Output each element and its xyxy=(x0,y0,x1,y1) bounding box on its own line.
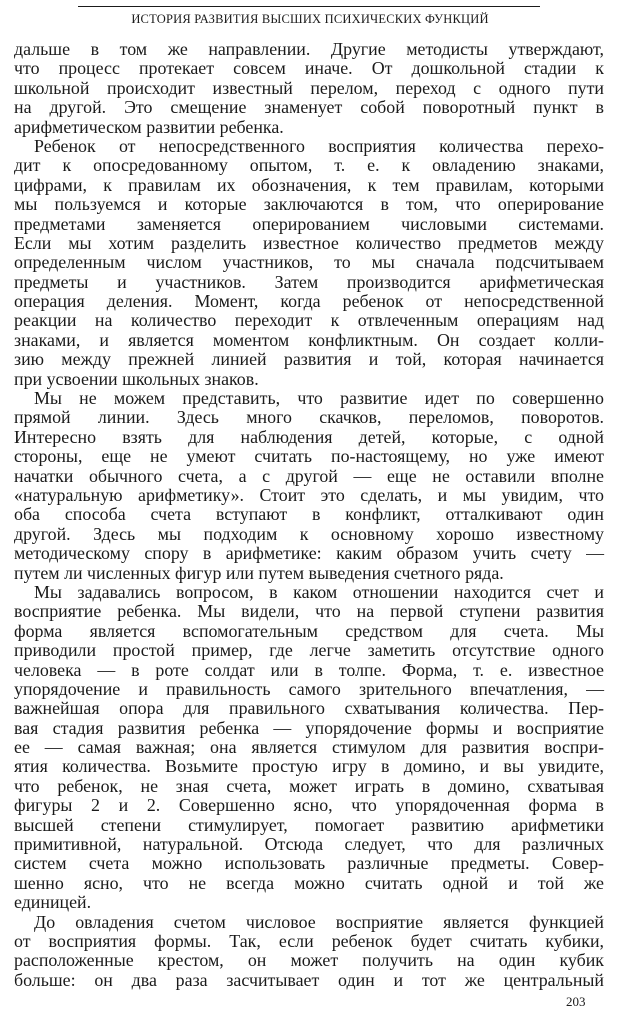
text-line: мы пользуемся и которые заключаются в том, что оперирование xyxy=(14,194,604,215)
text-line: зию между прежней линией развития и той, которая начинается xyxy=(14,349,604,370)
text-line: восприятие ребенка. Мы видели, что на первой ступени развития xyxy=(14,601,604,622)
text-line: шенно ясно, что не всегда можно считать одной и той же xyxy=(14,872,604,893)
text-line: расположенные крестом, он может получить на один кубик xyxy=(14,950,604,971)
text-line: Мы задавались вопросом, в каком отношении находится счет и xyxy=(34,581,604,602)
paragraph xyxy=(14,137,604,389)
text-line: что процесс протекает совсем иначе. От дошкольной стадии к xyxy=(14,58,604,79)
text-line: предметами заменяется оперированием числовыми системами. xyxy=(14,213,604,234)
page-number: 203 xyxy=(566,994,586,1009)
text-line: на другой. Это смещение знаменует собой поворотный пункт в xyxy=(14,97,604,118)
body-text xyxy=(14,40,604,990)
text-line: от восприятия формы. Так, если ребенок будет считать кубики, xyxy=(14,930,604,951)
text-line: важнейшая опора для правильного схватывания количества. Пер- xyxy=(14,698,604,719)
paragraph xyxy=(14,913,604,991)
text-line: прямой линии. Здесь много скачков, переломов, поворотов. xyxy=(14,407,604,428)
text-line: высшей степени стимулирует, помогает развитию арифметики xyxy=(14,814,604,835)
text-line: ятия количества. Возьмите простую игру в домино, и вы увидите, xyxy=(14,756,604,777)
text-line: начатки обычного счета, а с другой — еще не оставили вполне xyxy=(14,465,604,486)
paragraph xyxy=(14,40,604,137)
text-line: «натуральную арифметику». Стоит это сделать, и мы увидим, что xyxy=(14,484,604,505)
text-line: дальше в том же направлении. Другие методисты утверждают, xyxy=(14,39,604,59)
text-line: знаками, и является моментом конфликтным. Он создает колли- xyxy=(14,329,604,350)
text-line: определенным числом участников, то мы сначала подсчитываем xyxy=(14,252,604,273)
text-line: что ребенок, не зная счета, может играть в домино, схватывая xyxy=(14,775,604,796)
text-line: ее — самая важная; она является стимулом для развития воспри- xyxy=(14,737,604,758)
text-line: вая стадия развития ребенка — упорядочение формы и восприятие xyxy=(14,717,604,738)
text-line: упорядочение и правильность самого зрительного впечатления, — xyxy=(14,678,604,699)
text-line: арифметическом развитии ребенка. xyxy=(14,116,284,137)
text-line: путем ли численных фигур или путем выведения счетного ряда. xyxy=(14,562,504,583)
text-line: школьной происходит известный перелом, переход с одного пути xyxy=(14,77,604,98)
text-line: примитивной, натуральной. Отсюда следует, что для различных xyxy=(14,834,604,855)
text-line: До овладения счетом числовое восприятие является функцией xyxy=(34,911,604,932)
text-line: Ребенок от непосредственного восприятия количества перехо- xyxy=(34,135,604,156)
text-line: больше: он два раза засчитывает один и тот же центральный xyxy=(14,969,604,990)
header-rule xyxy=(78,6,540,7)
text-line: при усвоении школьных знаков. xyxy=(14,368,259,389)
text-line: предметы и участников. Затем производится арифметическая xyxy=(14,271,604,292)
text-line: цифрами, к правилам их обозначения, к тем правилам, которыми xyxy=(14,174,604,195)
text-line: приводили простой пример, где легче заметить отсутствие одного xyxy=(14,640,604,661)
text-line: стороны, еще не умеют считать по-настоящему, но уже имеют xyxy=(14,446,604,467)
text-line: Интересно взять для наблюдения детей, которые, с одной xyxy=(14,426,604,447)
text-line: Если мы хотим разделить известное количество предметов между xyxy=(14,232,604,253)
text-line: форма является вспомогательным средством для счета. Мы xyxy=(14,620,604,641)
text-line: реакции на количество переходит к отвлеченным операциям над xyxy=(14,310,604,331)
paragraph xyxy=(14,389,604,583)
running-head: ИСТОРИЯ РАЗВИТИЯ ВЫСШИХ ПСИХИЧЕСКИХ ФУНКЦИЙ xyxy=(131,12,489,26)
text-line: человека — в роте солдат или в толпе. Форма, т. е. известное xyxy=(14,659,604,680)
text-line: другой. Здесь мы подходим к основному хорошо известному xyxy=(14,523,604,544)
paragraph xyxy=(14,583,604,913)
text-line: единицей. xyxy=(14,892,92,913)
text-line: Мы не можем представить, что развитие идет по совершенно xyxy=(34,388,604,409)
text-line: систем счета можно использовать различные предметы. Совер- xyxy=(14,853,604,874)
text-line: фигуры 2 и 2. Совершенно ясно, что упорядоченная форма в xyxy=(14,795,604,816)
text-line: оба способа счета вступают в конфликт, отталкивают один xyxy=(14,504,604,525)
text-line: методическому спору в арифметике: каким образом учить счету — xyxy=(14,543,604,564)
text-line: дит к опосредованному опытом, т. е. к овладению знаками, xyxy=(14,155,604,176)
text-line: операция деления. Момент, когда ребенок от непосредственной xyxy=(14,291,604,312)
